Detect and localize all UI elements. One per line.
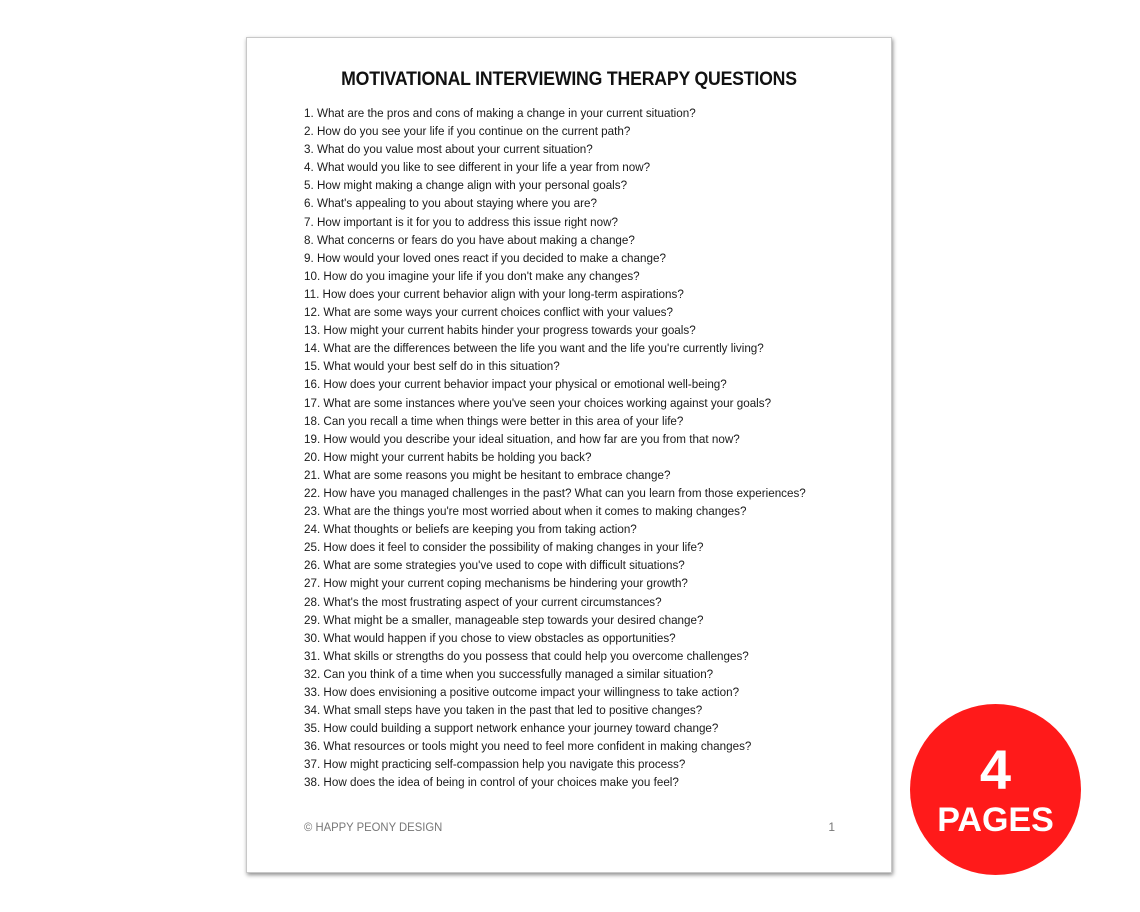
- footer-copyright: © HAPPY PEONY DESIGN: [304, 820, 443, 834]
- question-item: 34. What small steps have you taken in the past that led to positive changes?: [304, 703, 703, 718]
- page-title: MOTIVATIONAL INTERVIEWING THERAPY QUESTIONS: [341, 69, 797, 90]
- question-item: 33. How does envisioning a positive outcome impact your willingness to take action?: [304, 685, 740, 699]
- question-item: 25. How does it feel to consider the possibility of making changes in your life?: [304, 540, 704, 555]
- question-item: 23. What are the things you're most worried about when it comes to making changes?: [304, 504, 747, 519]
- question-item: 2. How do you see your life if you continue on the current path?: [304, 124, 631, 139]
- question-item: 13. How might your current habits hinder your progress towards your goals?: [304, 323, 696, 338]
- question-item: 18. Can you recall a time when things were better in this area of your life?: [304, 413, 684, 428]
- badge-number: 4: [979, 738, 1012, 801]
- question-item: 8. What concerns or fears do you have about making a change?: [304, 232, 635, 247]
- question-item: 16. How does your current behavior impact your physical or emotional well-being?: [304, 377, 727, 392]
- question-item: 38. How does the idea of being in control of your choices make you feel?: [304, 775, 679, 790]
- question-item: 5. How might making a change align with your personal goals?: [304, 178, 628, 193]
- question-item: 9. How would your loved ones react if you decided to make a change?: [304, 250, 666, 265]
- question-item: 4. What would you like to see different in your life a year from now?: [304, 160, 651, 175]
- question-item: 24. What thoughts or beliefs are keeping you from taking action?: [304, 522, 637, 537]
- question-item: 10. How do you imagine your life if you don't make any changes?: [304, 268, 640, 283]
- question-item: 26. What are some strategies you've used to cope with difficult situations?: [304, 558, 685, 573]
- question-item: 14. What are the differences between the life you want and the life you're currently living?: [304, 341, 764, 356]
- question-item: 17. What are some instances where you've seen your choices working against your goals?: [304, 395, 772, 410]
- question-item: 6. What's appealing to you about staying where you are?: [304, 196, 597, 211]
- question-item: 29. What might be a smaller, manageable step towards your desired change?: [304, 612, 704, 627]
- question-item: 32. Can you think of a time when you successfully managed a similar situation?: [304, 666, 714, 681]
- question-item: 36. What resources or tools might you need to feel more confident in making changes?: [304, 739, 752, 754]
- question-item: 11. How does your current behavior align with your long-term aspirations?: [304, 286, 684, 301]
- question-item: 21. What are some reasons you might be hesitant to embrace change?: [304, 467, 671, 482]
- question-item: 30. What would happen if you chose to view obstacles as opportunities?: [304, 630, 676, 645]
- question-list: [304, 104, 838, 792]
- question-item: 20. How might your current habits be holding you back?: [304, 449, 592, 464]
- question-item: 27. How might your current coping mechanisms be hindering your growth?: [304, 576, 688, 591]
- badge-word: PAGES: [937, 801, 1054, 839]
- question-item: 19. How would you describe your ideal situation, and how far are you from that now?: [304, 431, 740, 446]
- question-item: 7. How important is it for you to address this issue right now?: [304, 214, 618, 229]
- question-item: 37. How might practicing self-compassion help you navigate this process?: [304, 757, 686, 772]
- question-item: 35. How could building a support network enhance your journey toward change?: [304, 721, 719, 736]
- question-item: 31. What skills or strengths do you possess that could help you overcome challenges?: [304, 648, 749, 663]
- question-item: 15. What would your best self do in this situation?: [304, 359, 560, 374]
- question-item: 22. How have you managed challenges in the past? What can you learn from those experiences?: [304, 485, 806, 500]
- question-item: 28. What's the most frustrating aspect of your current circumstances?: [304, 594, 662, 609]
- document-page: [246, 37, 892, 873]
- page-number: 1: [828, 820, 835, 834]
- question-item: 12. What are some ways your current choices conflict with your values?: [304, 305, 673, 320]
- page-count-badge: [910, 704, 1081, 875]
- question-item: 3. What do you value most about your current situation?: [304, 142, 593, 157]
- question-item: 1. What are the pros and cons of making a change in your current situation?: [304, 106, 696, 120]
